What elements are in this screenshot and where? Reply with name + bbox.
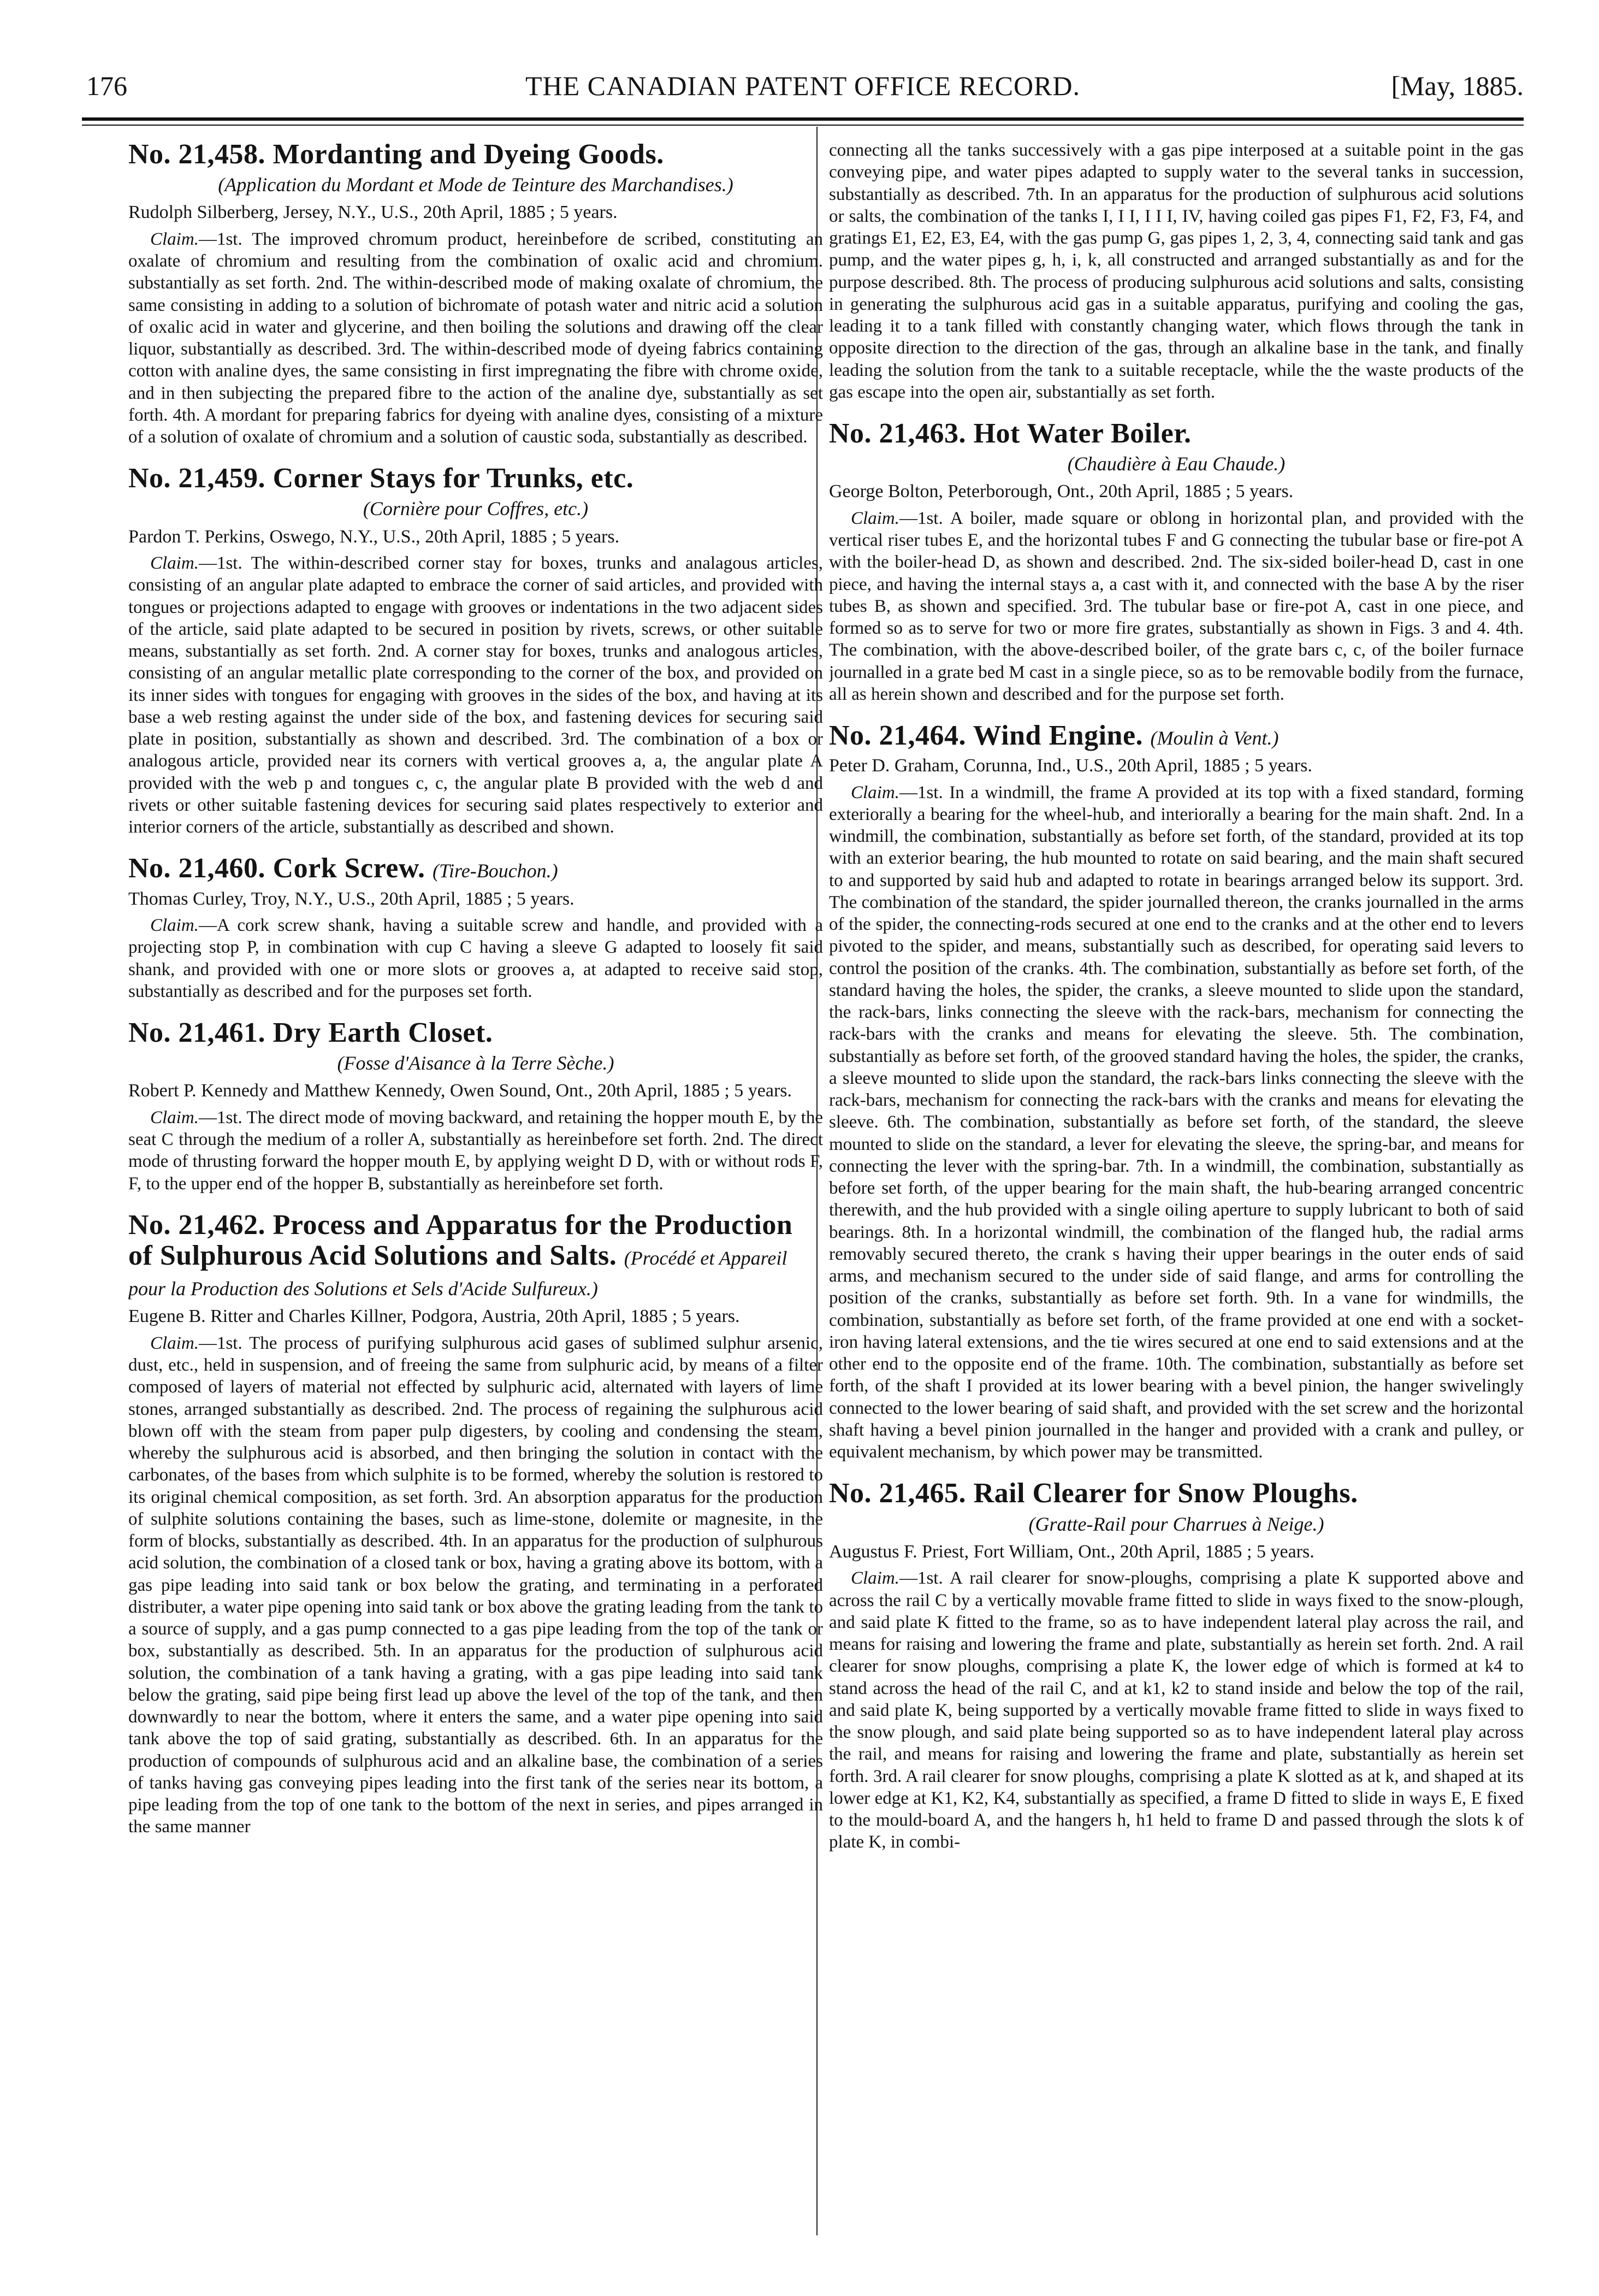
patent-title: Cork Screw. — [273, 853, 425, 884]
issue-date: [May, 1885. — [1391, 70, 1524, 101]
french-title: (Cornière pour Coffres, etc.) — [363, 498, 589, 520]
patent-title: Corner Stays for Trunks, etc. — [273, 463, 634, 494]
inventor-line: George Bolton, Peterborough, Ont., 20th April, 1885 ; 5 years. — [829, 481, 1294, 502]
claim-body: —1st. The improved chromum product, hereinbefore de scribed, constituting an oxalate of chromium and resulting from the combination of oxalic acid and chromium. substantially as set forth. 2nd. The within-described mode of making oxalate of chromium, the same consisting in adding to a solution of bichromate of potash water and nitric acid a solution of oxalic acid in water and glycerine, and then boiling the solutions and drawing off the clear liquor, substantially as described. 3rd. The within-described mode of dyeing fabrics containing cotton with analine dyes, the same consisting in first impregnating the fibre with chrome oxide, and in then subjecting the prepared fibre to the action of the analine dye, substantially as set forth. 4th. A mordant for preparing fabrics for dyeing with analine dyes, consisting of a mixture of a solution of oxalate of chromium and a solution of caustic soda, substantially as described. — [128, 229, 823, 447]
continued-claim-text: connecting all the tanks successively with a gas pipe interposed at a suitable point in the gas conveying pipe, and water pipes adapted to supply water to the several tanks in succession, substantially as described. 7th. In an apparatus for the production of sulphurous acid solutions or salts, the combination of the tanks I, I I, I I I, IV, having coiled gas pipes F1, F2, F3, F4, and gratings E1, E2, E3, E4, with the gas pump G, gas pipes 1, 2, 3, 4, connecting said tank and gas pump, and the water pipes g, h, i, k, all constructed and arranged substantially as and for the purpose described. 8th. The process of producing sulphurous acid solutions and salts, consisting in generating the sulphurous acid gas in a suitable apparatus, purifying and cooling the gas, leading it to a tank filled with constantly changing water, which flows through the tank in opposite direction to the direction of the gas, through an alkaline base in the tank, and finally leading the solution from the tank to a suitable receptacle, while the the waste products of the gas escape into the open air, substantially as set forth. — [829, 140, 1524, 402]
patent-title: Rail Clearer for Snow Ploughs. — [973, 1478, 1358, 1509]
french-title: (Tire-Bouchon.) — [433, 860, 558, 882]
claim-text — [128, 552, 823, 838]
inventor-line: Rudolph Silberberg, Jersey, N.Y., U.S., 20th April, 1885 ; 5 years. — [128, 202, 618, 223]
patent-entry-21460 — [128, 853, 823, 1002]
patent-number: No. 21,464. — [829, 720, 967, 752]
claim-text — [128, 1332, 823, 1838]
claim-text — [128, 914, 823, 1002]
patent-heading — [128, 1210, 823, 1302]
patent-number: No. 21,458. — [128, 139, 266, 170]
claim-label: Claim. — [150, 553, 199, 574]
continued-claim — [829, 139, 1524, 403]
patent-heading — [829, 418, 1524, 449]
french-title: (Gratte-Rail pour Charrues à Neige.) — [1028, 1513, 1324, 1535]
claim-label: Claim. — [150, 916, 199, 935]
patent-number: No. 21,459. — [128, 463, 266, 494]
claim-text — [128, 228, 823, 448]
claim-body: —A cork screw shank, having a suitable screw and handle, and provided with a projecting stop P, in combination with cup C having a sleeve G adapted to loosely fit said shank, and provided with one or more slots or grooves a, at adapted to receive said stop, substantially as described and for the purposes set forth. — [128, 916, 823, 1001]
claim-label: Claim. — [851, 1568, 899, 1589]
claim-label: Claim. — [150, 1333, 199, 1353]
claim-label: Claim. — [851, 782, 899, 802]
page-number: 176 — [86, 70, 127, 101]
claim-text — [829, 507, 1524, 705]
journal-title: THE CANADIAN PATENT OFFICE RECORD. — [525, 70, 1081, 101]
patent-number: No. 21,462. — [128, 1209, 266, 1241]
patent-title: Mordanting and Dyeing Goods. — [273, 139, 664, 170]
patent-entry-21463 — [829, 418, 1524, 705]
patent-number: No. 21,460. — [128, 853, 266, 884]
patent-entry-21458 — [128, 139, 823, 448]
inventor-line: Thomas Curley, Troy, N.Y., U.S., 20th April, 1885 ; 5 years. — [128, 888, 575, 909]
header-rule-thick — [82, 117, 1524, 121]
claim-body: —1st. The process of purifying sulphurous acid gases of sublimed sulphur arsenic, dust, etc., held in suspension, and of freeing the same from sulphuric acid, by means of a filter composed of layers of material not effected by sulphuric acid, alternated with layers of lime stones, arranged substantially as described. 2nd. The process of regaining the sulphurous acid blown off with the steam from paper pulp digesters, by cooling and condensing the steam, whereby the sulphurous acid is absorbed, and then bringing the solution in contact with the carbonates, of the bases from which sulphite is to be formed, whereby the solution is restored to its original chemical composition, as set forth. 3rd. An absorption apparatus for the production of sulphite solutions containing the bases, such as lime-stone, dolemite or magnesite, in the form of blocks, substantially as described. 4th. In an apparatus for the production of sulphurous acid solution, the combination of a closed tank or box, having a grating above its bottom, with a gas pipe leading into said tank or box below the grating, and terminating in a perforated distributer, a water pipe opening into said tank or box above the grating leading from the tank to a source of supply, and a gas pump connected to a gas pipe leading from the top of the tank or box, substantially as described. 5th. In an apparatus for the production of sulphurous acid solution, the combination of a tank having a grating, with a gas pipe leading into said tank below the grating, said pipe being first lead up above the level of the top of the tank, and then downwardly to near the bottom, where it enters the same, and a water pipe opening into said tank above the top of said grating, substantially as described. 6th. In an apparatus for the production of compounds of sulphurous acid and an alkaline base, the combination of a series of tanks having gas conveying pipes leading into the first tank of the series near its bottom, a pipe leading from the top of one tank to the bottom of the next in series, and pipes arranged in the same manner — [128, 1333, 823, 1837]
claim-text — [128, 1107, 823, 1195]
right-column — [829, 139, 1524, 2223]
claim-text — [829, 1567, 1524, 1853]
claim-body: —1st. The within-described corner stay for boxes, trunks and analagous articles, consisting of an angular plate adapted to embrace the corner of said articles, and provided with tongues or projections adapted to engage with grooves or indentations in the two adjacent sides of the article, said plate adapted to be secured in position by rivets, screws, or other suitable means, substantially as set forth. 2nd. A corner stay for boxes, trunks and analogous articles, consisting of an angular metallic plate corresponding to the corner of the box, and provided on its inner sides with tongues for engaging with grooves in the sides of the box, and having at its base a web resting against the under side of the box, and fastening devices for securing said plate in position, substantially as shown and described. 3rd. The combination of a box or analogous article, provided near its corners with vertical grooves a, a, the angular plate A provided with the web p and tongues c, c, the angular plate B provided with the web d and rivets or other suitable fastening devices for securing said plates respectively to exterior and interior corners of the article, substantially as described and shown. — [128, 553, 823, 837]
patent-entry-21464 — [829, 721, 1524, 1463]
claim-body: —1st. A boiler, made square or oblong in horizontal plan, and provided with the vertical riser tubes E, and the horizontal tubes F and G connecting the tubular base or fire-pot A with the boiler-head D, as shown and described. 2nd. The six-sided boiler-head D, cast in one piece, and having the internal stays a, a cast with it, and connected with the base A by the riser tubes B, as shown and specified. 3rd. The tubular base or fire-pot A, cast in one piece, and formed so as to serve for two or more fire grates, substantially as shown in Figs. 3 and 4. 4th. The combination, with the above-described boiler, of the grate bars c, c, of the boiler furnace journalled in a grate bed M cast in a single piece, so as to be removable bodily from the furnace, all as herein shown and described and for the purpose set forth. — [829, 508, 1524, 704]
french-title: (Procédé et Appareil pour la Production des Solutions et Sels d'Acide Sulfureux.) — [128, 1247, 787, 1300]
claim-body: —1st. A rail clearer for snow-ploughs, comprising a plate K supported above and across the rail C by a vertically movable frame fitted to slide in ways fixed to the snow-plough, and said plate K fitted to the frame, so as to have independent lateral play across the rail, and means for raising and lowering the frame and plate, substantially as herein set forth. 2nd. A rail clearer for snow ploughs, comprising a plate K, the lower edge of which is formed at k4 to stand across the head of the rail C, and at k1, k2 to stand inside and below the top of the rail, and said plate K, being supported by a vertically movable frame fitted to slide in ways fixed to the snow plough, and said plate being supported so as to have independent lateral play across the rail, and means for raising and lowering the frame and plate, substantially as herein set forth. 3rd. A rail clearer for snow ploughs, comprising a plate K slotted as at k, and shaped at its lower edge at K1, K2, K4, substantially as specified, a frame D fitted to slide in ways E, E fixed to the mould-board A, and the hangers h, h1 held to frame D and passed through the slots k of plate K, in combi- — [829, 1568, 1524, 1852]
patent-heading — [128, 853, 823, 884]
claim-text — [829, 782, 1524, 1463]
patent-entry-21462 — [128, 1210, 823, 1838]
patent-number: No. 21,465. — [829, 1478, 967, 1509]
claim-body: —1st. The direct mode of moving backward, and retaining the hopper mouth E, by the seat C through the medium of a roller A, substantially as hereinbefore set forth. 2nd. The direct mode of thrusting forward the hopper mouth E, by applying weight D D, with or without rods F, F, to the upper end of the hopper B, substantially as hereinbefore set forth. — [128, 1107, 823, 1194]
patent-heading — [128, 139, 823, 170]
left-column — [128, 139, 823, 2223]
inventor-line: Augustus F. Priest, Fort William, Ont., 20th April, 1885 ; 5 years. — [829, 1541, 1314, 1562]
patent-heading — [829, 1478, 1524, 1509]
claim-label: Claim. — [150, 1107, 199, 1128]
patent-heading — [829, 721, 1524, 751]
french-title: (Application du Mordant et Mode de Teinture des Marchandises.) — [218, 174, 733, 196]
patent-entry-21465 — [829, 1478, 1524, 1853]
patent-entry-21459 — [128, 463, 823, 838]
patent-title: Hot Water Boiler. — [973, 418, 1192, 449]
patent-number: No. 21,463. — [829, 418, 967, 449]
patent-title: Wind Engine. — [973, 720, 1144, 752]
patent-title: Dry Earth Closet. — [273, 1017, 493, 1048]
patent-entry-21461 — [128, 1018, 823, 1195]
patent-heading — [128, 1018, 823, 1048]
claim-label: Claim. — [150, 229, 199, 249]
header-rule-thin — [82, 125, 1524, 126]
french-title: (Chaudière à Eau Chaude.) — [1067, 453, 1286, 475]
running-head — [82, 64, 1524, 108]
french-title: (Moulin à Vent.) — [1150, 727, 1279, 749]
patent-title: Process and Apparatus for the Production of Sulphurous Acid Solutions and Salts. — [128, 1209, 793, 1271]
patent-heading — [128, 463, 823, 494]
claim-body: —1st. In a windmill, the frame A provided at its top with a fixed standard, forming exteriorally a bearing for the wheel-hub, and interiorally a bearing for the main shaft. 2nd. In a windmill, the combination, substantially as before set forth, of the standard, provided at its top with an exterior bearing, the hub mounted to rotate on said bearing, and the main shaft secured to and supported by said hub and adapted to rotate in bearings arranged below its support. 3rd. The combination of the standard, the spider journalled thereon, the cranks journalled in the arms of the spider, the connecting-rods secured at one end to the cranks and at the other end to levers pivoted to the spider, and means, substantially such as described, for operating said levers to control the position of the cranks. 4th. The combination, substantially as before set forth, of the standard having the holes, the spider, the cranks, a sleeve mounted to slide upon the standard, the rack-bars, links connecting the sleeve with the rack-bars, mechanism for connecting the rack-bars with the cranks and means for elevating the sleeve. 5th. The combination, substantially as before set forth, of the grooved standard having the holes, the spider, the cranks, a sleeve mounted to slide upon the standard, the rack-bars links connecting the sleeve with the rack-bars, mechanism for connecting the rack-bars with the cranks and means for elevating the sleeve. 6th. The combination, substantially as before set forth, of the standard, the sleeve mounted to slide on the standard, a lever for elevating the sleeve, the spring-bar, and means for connecting the lever with the spring-bar. 7th. In a windmill, the combination, substantially as before set forth, of the upper bearing for the main shaft, the hub-bearing arranged concentric therewith, and the hub provided with a single oiling aperture to supply lubricant to both of said bearings. 8th. In a horizontal windmill, the combination of the flanged hub, the radial arms removably secured thereto, the crank s having their upper bearings in the outer ends of said arms, and mechanism secured to the under side of said flange, and arms for controlling the position of the cranks, substantially as before set forth. 9th. In a vane for windmills, the combination, substantially as before set forth, of the frame provided at one end with a socket-iron having lateral extensions, and the tie wires secured at one end to said extensions and at the other end to the opposite end of the frame. 10th. The combination, substantially as before set forth, of the shaft I provided at its lower bearing with a bevel pinion, the hanger swivelingly connected to the lower bearing of said shaft, and provided with the set screw and the horizontal shaft having a bevel pinion journalled in the hanger and provided with a crank and pulley, or equivalent mechanism, by which power may be transmitted. — [829, 782, 1524, 1462]
claim-label: Claim. — [851, 508, 899, 528]
inventor-line: Robert P. Kennedy and Matthew Kennedy, Owen Sound, Ont., 20th April, 1885 ; 5 years. — [128, 1081, 792, 1101]
patent-number: No. 21,461. — [128, 1017, 266, 1048]
french-title: (Fosse d'Aisance à la Terre Sèche.) — [337, 1052, 614, 1075]
inventor-line: Peter D. Graham, Corunna, Ind., U.S., 20th April, 1885 ; 5 years. — [829, 756, 1312, 776]
inventor-line: Pardon T. Perkins, Oswego, N.Y., U.S., 20th April, 1885 ; 5 years. — [128, 526, 620, 547]
inventor-line: Eugene B. Ritter and Charles Killner, Podgora, Austria, 20th April, 1885 ; 5 years. — [128, 1306, 740, 1327]
